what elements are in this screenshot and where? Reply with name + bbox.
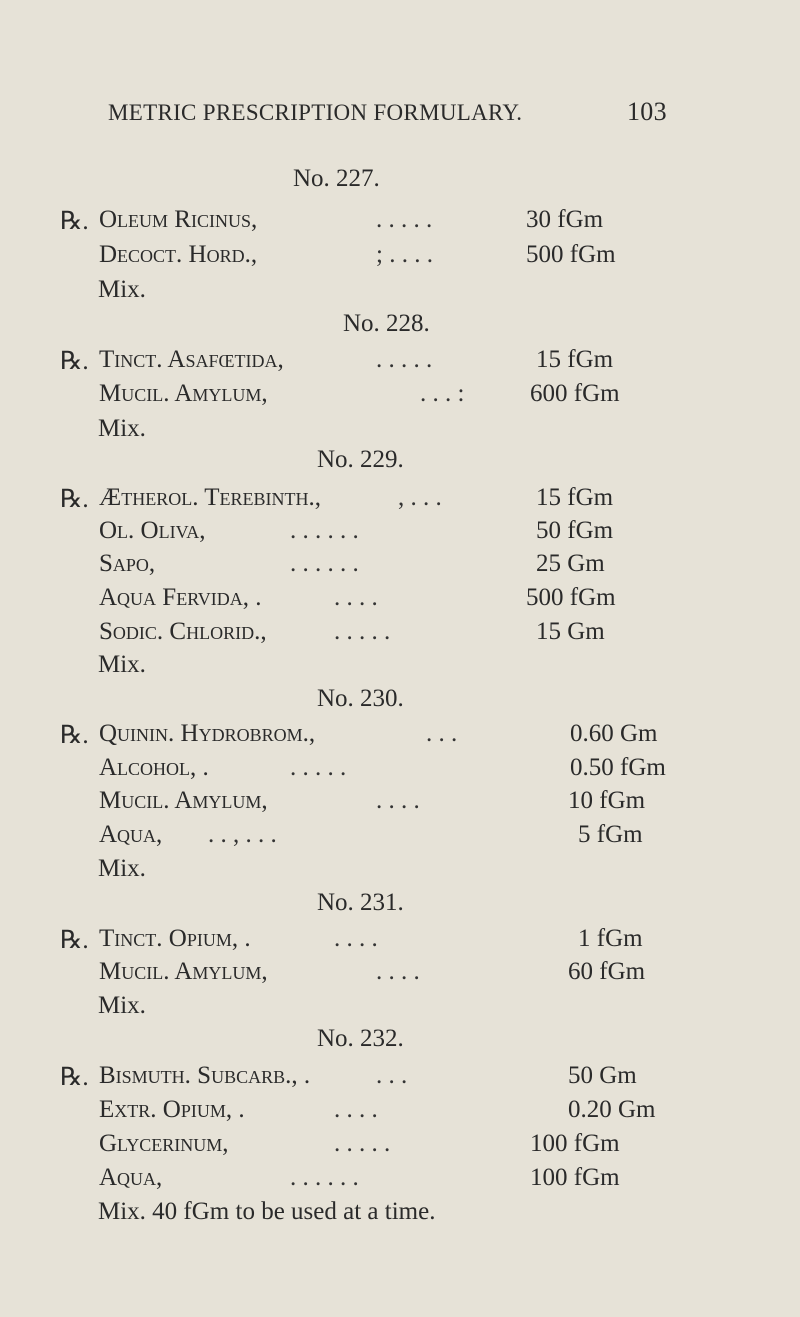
- directions: Mix.: [98, 855, 146, 882]
- ingredient-dose: 15 Gm: [536, 618, 605, 645]
- ingredient-line: [0, 550, 800, 582]
- ingredient-name: Tinct. Asafœtida,: [99, 346, 284, 373]
- running-title: METRIC PRESCRIPTION FORMULARY.: [108, 100, 523, 125]
- dot-leader: . . . . . .: [290, 550, 359, 577]
- prescription-number: No. 231.: [317, 889, 404, 916]
- ingredient-line: [0, 1096, 800, 1128]
- ingredient-name: Sodic. Chlorid.,: [99, 618, 267, 645]
- ingredient-dose: 0.20 Gm: [568, 1096, 656, 1123]
- ingredient-line: [0, 241, 800, 273]
- dot-leader: ; . . . .: [376, 241, 433, 268]
- ingredient-dose: 15 fGm: [536, 346, 614, 373]
- ingredient-name: Mucil. Amylum,: [99, 958, 268, 985]
- ingredient-dose: 100 fGm: [530, 1164, 620, 1191]
- ingredient-name: Aqua,: [99, 1164, 163, 1191]
- prescription-number: No. 229.: [317, 446, 404, 473]
- ingredient-name: Ol. Oliva,: [99, 517, 206, 544]
- ingredient-line: [0, 787, 800, 819]
- ingredient-dose: 500 fGm: [526, 584, 616, 611]
- dot-leader: , . . .: [398, 484, 442, 511]
- ingredient-name: Alcohol, .: [99, 754, 209, 781]
- ingredient-line: [0, 754, 800, 786]
- ingredient-name: Mucil. Amylum,: [99, 787, 268, 814]
- page-number: 103: [627, 97, 667, 126]
- recipe-symbol: ℞.: [60, 1064, 89, 1091]
- dot-leader: . . . . . .: [290, 517, 359, 544]
- dot-leader: . . . .: [334, 925, 378, 952]
- ingredient-line: [0, 380, 800, 412]
- ingredient-dose: 0.60 Gm: [570, 720, 658, 747]
- ingredient-name: Sapo,: [99, 550, 156, 577]
- dot-leader: . . , . . .: [208, 821, 277, 848]
- recipe-symbol: ℞.: [60, 208, 89, 235]
- dot-leader: . . . :: [420, 380, 465, 407]
- ingredient-dose: 0.50 fGm: [570, 754, 666, 781]
- directions: Mix.: [98, 992, 146, 1019]
- ingredient-dose: 30 fGm: [526, 206, 604, 233]
- prescription-number: No. 228.: [343, 310, 430, 337]
- ingredient-dose: 50 fGm: [536, 517, 614, 544]
- recipe-symbol: ℞.: [60, 722, 89, 749]
- ingredient-name: Quinin. Hydrobrom.,: [99, 720, 316, 747]
- ingredient-dose: 25 Gm: [536, 550, 605, 577]
- ingredient-line: [0, 1130, 800, 1162]
- ingredient-name: Decoct. Hord.,: [99, 241, 258, 268]
- ingredient-dose: 10 fGm: [568, 787, 646, 814]
- dot-leader: . . . . .: [376, 206, 433, 233]
- ingredient-line: [0, 1164, 800, 1196]
- ingredient-name: Bismuth. Subcarb., .: [99, 1062, 311, 1089]
- ingredient-line: [0, 958, 800, 990]
- dot-leader: . . .: [376, 1062, 408, 1089]
- ingredient-line: [0, 346, 800, 378]
- ingredient-dose: 500 fGm: [526, 241, 616, 268]
- recipe-symbol: ℞.: [60, 486, 89, 513]
- ingredient-line: [0, 206, 800, 238]
- dot-leader: . . . . .: [376, 346, 433, 373]
- ingredient-dose: 1 fGm: [578, 925, 643, 952]
- dot-leader: . . . .: [334, 584, 378, 611]
- directions: Mix.: [98, 415, 146, 442]
- dot-leader: . . . .: [376, 787, 420, 814]
- ingredient-name: Extr. Opium, .: [99, 1096, 245, 1123]
- ingredient-name: Aqua,: [99, 821, 163, 848]
- prescription-number: No. 227.: [293, 165, 380, 192]
- directions: Mix.: [98, 276, 146, 303]
- dot-leader: . . . .: [334, 1096, 378, 1123]
- ingredient-line: [0, 618, 800, 650]
- ingredient-name: Glycerinum,: [99, 1130, 229, 1157]
- ingredient-line: [0, 720, 800, 752]
- recipe-symbol: ℞.: [60, 348, 89, 375]
- recipe-symbol: ℞.: [60, 927, 89, 954]
- dot-leader: . . . .: [376, 958, 420, 985]
- dot-leader: . . .: [426, 720, 458, 747]
- dot-leader: . . . . .: [334, 1130, 391, 1157]
- ingredient-line: [0, 821, 800, 853]
- ingredient-line: [0, 925, 800, 957]
- dot-leader: . . . . . .: [290, 1164, 359, 1191]
- ingredient-name: Aqua Fervida, .: [99, 584, 262, 611]
- ingredient-dose: 5 fGm: [578, 821, 643, 848]
- ingredient-line: [0, 484, 800, 516]
- ingredient-dose: 15 fGm: [536, 484, 614, 511]
- ingredient-line: [0, 517, 800, 549]
- ingredient-name: Mucil. Amylum,: [99, 380, 268, 407]
- directions: Mix. 40 fGm to be used at a time.: [98, 1198, 436, 1225]
- ingredient-name: Tinct. Opium, .: [99, 925, 251, 952]
- ingredient-dose: 100 fGm: [530, 1130, 620, 1157]
- dot-leader: . . . . .: [334, 618, 391, 645]
- prescription-number: No. 230.: [317, 685, 404, 712]
- dot-leader: . . . . .: [290, 754, 347, 781]
- ingredient-dose: 50 Gm: [568, 1062, 637, 1089]
- ingredient-dose: 60 fGm: [568, 958, 646, 985]
- directions: Mix.: [98, 651, 146, 678]
- prescription-number: No. 232.: [317, 1025, 404, 1052]
- ingredient-line: [0, 1062, 800, 1094]
- ingredient-dose: 600 fGm: [530, 380, 620, 407]
- ingredient-line: [0, 584, 800, 616]
- ingredient-name: Oleum Ricinus,: [99, 206, 258, 233]
- ingredient-name: Ætherol. Terebinth.,: [99, 484, 322, 511]
